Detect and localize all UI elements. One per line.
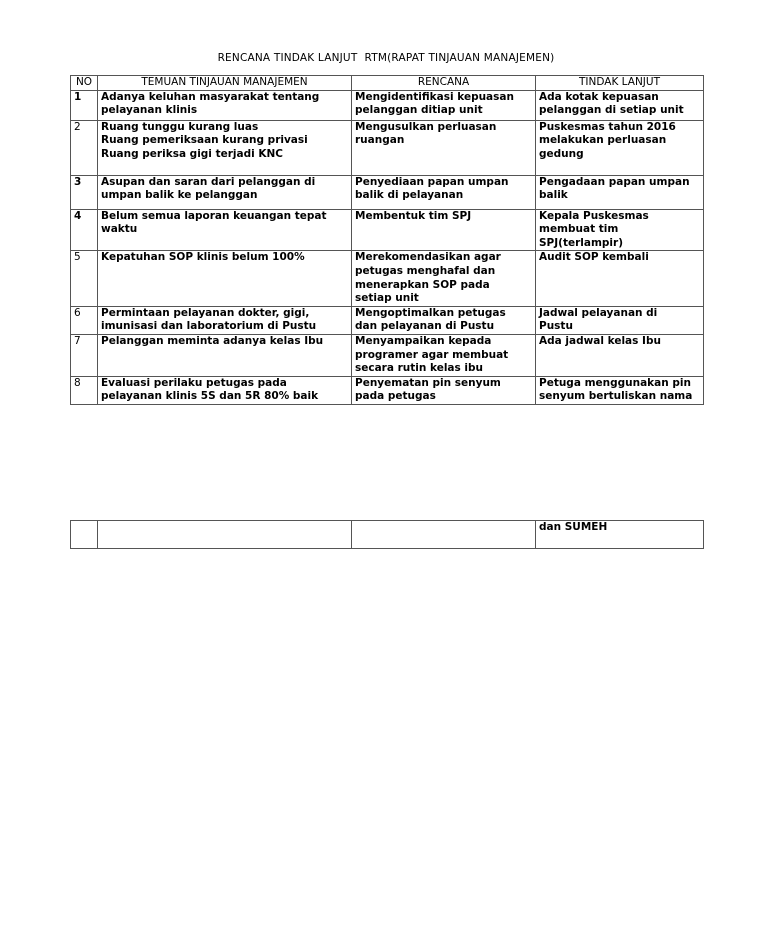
temuan-cell: [98, 334, 352, 376]
cell-line: Ruang tunggu kurang luas: [101, 120, 259, 133]
rencana-cell: [352, 175, 536, 209]
rencana-cell: [352, 120, 536, 175]
cell-line: membuat tim: [539, 223, 619, 236]
cell-line: Ada kotak kepuasan: [539, 90, 659, 103]
rencana-cell: [352, 376, 536, 404]
cell-line: Ruang pemeriksaan kurang privasi: [101, 134, 308, 147]
row-number-cell: [71, 209, 98, 251]
tindak-cell: [536, 251, 704, 306]
cell-line: Mengoptimalkan petugas: [355, 306, 506, 319]
cell-line: Penyematan pin senyum: [355, 376, 501, 389]
tindak-cell: [536, 376, 704, 404]
row-number: 2: [74, 120, 81, 133]
table-row: [71, 175, 704, 209]
cell-line: Puskesmas tahun 2016: [539, 120, 676, 133]
cell-line: Membentuk tim SPJ: [355, 209, 472, 222]
cell-line: umpan balik ke pelanggan: [101, 189, 258, 202]
cell-line: gedung: [539, 147, 584, 160]
cell-line: Pelanggan meminta adanya kelas Ibu: [101, 334, 324, 347]
cell-line: dan pelayanan di Pustu: [355, 320, 495, 333]
tindak-cell: [536, 90, 704, 120]
cell-line: Pengadaan papan umpan: [539, 175, 690, 188]
cell-line: SPJ(terlampir): [539, 236, 623, 249]
cell-line: waktu: [101, 223, 138, 236]
row-number: 7: [74, 334, 81, 347]
temuan-cell: [98, 175, 352, 209]
continuation-tindak-cell: [536, 521, 704, 549]
cell-line: petugas menghafal dan: [355, 264, 496, 277]
row-number: 4: [74, 209, 82, 222]
tindak-cell: [536, 306, 704, 334]
cell-line: Audit SOP kembali: [539, 251, 649, 264]
temuan-cell: [98, 376, 352, 404]
cell-line: pelayanan klinis: [101, 104, 198, 117]
continuation-no-cell: [71, 521, 98, 549]
tindak-cell: [536, 334, 704, 376]
cell-line: melakukan perluasan: [539, 134, 667, 147]
cell-line: Permintaan pelayanan dokter, gigi,: [101, 306, 310, 319]
temuan-cell: [98, 209, 352, 251]
temuan-cell: [98, 251, 352, 306]
row-number-cell: [71, 90, 98, 120]
cell-line: pelanggan di setiap unit: [539, 104, 684, 117]
cell-line: pelanggan ditiap unit: [355, 104, 483, 117]
rencana-cell: [352, 90, 536, 120]
table-row: [71, 334, 704, 376]
row-number-cell: [71, 376, 98, 404]
rencana-cell: [352, 306, 536, 334]
cell-line: setiap unit: [355, 292, 419, 305]
row-number-cell: [71, 120, 98, 175]
cell-line: Evaluasi perilaku petugas pada: [101, 376, 287, 389]
cell-line: Adanya keluhan masyarakat tentang: [101, 90, 320, 103]
cell-line: Penyediaan papan umpan: [355, 175, 509, 188]
header-tindak-lanjut: TINDAK LANJUT: [536, 76, 704, 91]
cell-line: Kepala Puskesmas: [539, 209, 649, 222]
row-number-cell: [71, 175, 98, 209]
row-number-cell: [71, 251, 98, 306]
row-number: 5: [74, 251, 81, 264]
table-row: [71, 251, 704, 306]
cell-line: secara rutin kelas ibu: [355, 362, 484, 375]
cell-line: Menyampaikan kepada: [355, 334, 492, 347]
table-header-row: [71, 76, 704, 91]
cell-line: Mengusulkan perluasan: [355, 120, 497, 133]
temuan-cell: [98, 306, 352, 334]
row-number: 1: [74, 90, 82, 103]
header-temuan: TEMUAN TINJAUAN MANAJEMEN: [98, 76, 352, 91]
rencana-cell: [352, 251, 536, 306]
table-row: [71, 209, 704, 251]
row-number-cell: [71, 306, 98, 334]
cell-line: dan SUMEH: [539, 521, 608, 533]
header-no: NO: [71, 76, 98, 91]
rencana-cell: [352, 334, 536, 376]
cell-line: senyum bertuliskan nama: [539, 390, 693, 403]
temuan-cell: [98, 90, 352, 120]
cell-line: Belum semua laporan keuangan tepat: [101, 209, 327, 222]
temuan-cell: [98, 120, 352, 175]
table-body: [71, 90, 704, 404]
row-number: 8: [74, 376, 81, 389]
cell-line: imunisasi dan laboratorium di Pustu: [101, 320, 317, 333]
cell-line: pelayanan klinis 5S dan 5R 80% baik: [101, 390, 319, 403]
tindak-cell: [536, 120, 704, 175]
cell-line: balik: [539, 189, 568, 202]
continuation-temuan-cell: [98, 521, 352, 549]
cell-line: Ruang periksa gigi terjadi KNC: [101, 147, 283, 160]
table-row: [71, 120, 704, 175]
cell-line: balik di pelayanan: [355, 189, 464, 202]
rencana-cell: [352, 209, 536, 251]
cell-line: Pustu: [539, 320, 573, 333]
continuation-row: [71, 521, 704, 549]
row-number: 3: [74, 175, 82, 188]
cell-line: menerapkan SOP pada: [355, 278, 490, 291]
continuation-rencana-cell: [352, 521, 536, 549]
tindak-cell: [536, 175, 704, 209]
cell-line: Asupan dan saran dari pelanggan di: [101, 175, 316, 188]
cell-line: Mengidentifikasi kepuasan: [355, 90, 514, 103]
row-number-cell: [71, 334, 98, 376]
table-row: [71, 376, 704, 404]
row-number: 6: [74, 306, 81, 319]
tindak-cell: [536, 209, 704, 251]
table-row: [71, 306, 704, 334]
rtm-table: [70, 75, 704, 405]
cell-line: Merekomendasikan agar: [355, 251, 501, 264]
document-title: RENCANA TINDAK LANJUT RTM(RAPAT TINJAUAN MANAJEMEN): [217, 52, 555, 64]
cell-line: Ada jadwal kelas Ibu: [539, 334, 661, 347]
cell-line: programer agar membuat: [355, 348, 509, 361]
cell-line: Jadwal pelayanan di: [539, 306, 658, 319]
cell-line: pada petugas: [355, 390, 436, 403]
cell-line: Petuga menggunakan pin: [539, 376, 691, 389]
cell-line: Kepatuhan SOP klinis belum 100%: [101, 251, 305, 264]
continuation-table: [70, 520, 704, 549]
cell-line: ruangan: [355, 134, 405, 147]
header-rencana: RENCANA: [352, 76, 536, 91]
table-row: [71, 90, 704, 120]
